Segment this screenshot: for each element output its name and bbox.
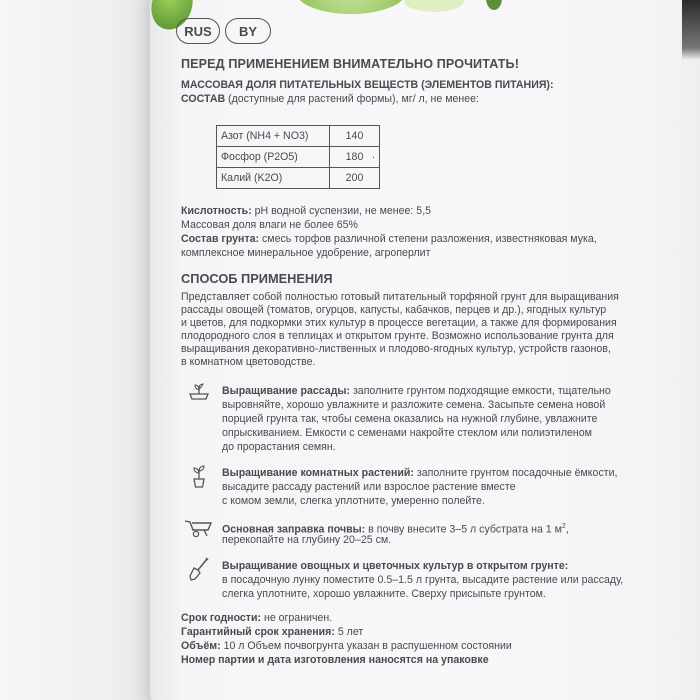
instruction-line: выровняйте, хорошо увлажните и разложите семена. Засыпьте семена новой [222,399,606,411]
instruction-label: Основная заправка почвы: [222,523,366,536]
composition-label: СОСТАВ [181,93,226,105]
nutrient-value: 140 [330,126,380,147]
method-title: СПОСОБ ПРИМЕНЕНИЯ [181,271,333,286]
description-line: Представляет собой полностью готовый питательный торфяной грунт для выращивания [181,291,619,303]
storage-text: 5 лет [334,626,364,638]
shovel-icon [188,556,210,582]
batch-line: Номер партии и дата изготовления наносятся на упаковке [181,654,489,666]
volume-line [181,640,512,653]
instruction-label: Выращивание рассады: [222,385,350,397]
instruction-line: высадите рассаду растений или взрослое растение вместе [222,481,516,493]
shelf-life-line [181,612,332,625]
instruction-line: в посадочную лунку поместите 0.5–1.5 л грунта, высадите растение или рассаду, [222,574,624,586]
instruction-label: Выращивание овощных и цветочных культур в открытом грунте: [222,560,569,572]
instruction-line [222,467,617,480]
storage-line [181,626,363,639]
nutrient-value: 180 [330,147,380,168]
moisture-line: Массовая доля влаги не более 65% [181,219,358,231]
description-line: выращивания декоративно-лиственных и плодово-ягодных культур, устройств газонов, [181,343,611,355]
potted-plant-icon [190,464,208,488]
instruction-label: Выращивание комнатных растений: [222,467,414,479]
instruction-line: порцией грунта так, чтобы семена оказались на нужной глубине, увлажните [222,413,598,425]
instruction-text: заполните грунтом посадочные ёмкости, [413,467,618,479]
table-mark: . [372,149,375,161]
composition-text: (доступные для растений формы), мг/ л, не менее: [225,93,479,105]
description-line: плодородного слоя в теплицах и открытом грунте. Возможно использование грунта для [181,330,614,342]
mass-share-title: МАССОВАЯ ДОЛЯ ПИТАТЕЛЬНЫХ ВЕЩЕСТВ (ЭЛЕМЕНТОВ ПИТАНИЯ): [181,79,554,91]
composition-line [181,93,479,106]
table-row [217,147,380,168]
shelf-life-text: не ограничен. [261,612,333,624]
instruction-line [222,560,568,573]
description-line: в комнатном цветоводстве. [181,356,316,368]
soil-line-2: комплексное минеральное удобрение, агроперлит [181,247,431,259]
volume-text: 10 л Объем почвогрунта указан в распушенном состоянии [220,640,512,652]
nutrient-name: Фосфор (P2O5) [217,147,330,168]
description-line: рассады овощей (томатов, огурцов, капусты, кабачков, перцев и др.), ягодных культур [181,304,607,316]
background-left [0,0,160,700]
instruction-line: до прорастания семян. [222,441,336,453]
badge-by: BY [225,18,271,44]
soil-line [181,233,597,246]
soil-text: смесь торфов различной степени разложения, известняковая мука, [259,233,597,245]
wheelbarrow-icon [184,518,214,538]
volume-label: Объём: [181,640,221,652]
instruction-line: слегка уплотните, хорошо увлажните. Сверху присыпьте грунтом. [222,588,546,600]
warning-title: ПЕРЕД ПРИМЕНЕНИЕМ ВНИМАТЕЛЬНО ПРОЧИТАТЬ! [181,57,520,71]
nutrient-name: Калий (K2O) [217,168,330,189]
acidity-line [181,205,431,218]
instruction-line: опрыскиванием. Емкости с семенами накройте стеклом или полиэтиленом [222,427,592,439]
badge-rus: RUS [176,18,220,44]
table-row [217,126,380,147]
instruction-line: перекопайте на глубину 20–25 см. [222,534,392,546]
description-line: и цветов, для подкормки этих культур в процессе вегетации, а также для формирования [181,317,617,329]
nutrient-name: Азот (NH4 + NO3) [217,126,330,147]
soil-label: Состав грунта: [181,233,260,245]
instruction-line [222,385,611,398]
corner-shadow [682,0,700,60]
instruction-line: с комом земли, слегка уплотните, умеренно полейте. [222,495,485,507]
acidity-label: Кислотность: [181,205,252,217]
storage-label: Гарантийный срок хранения: [181,626,335,638]
instruction-text: в почву внесите 3–5 л субстрата на 1 м [365,523,562,536]
shelf-life-label: Срок годности: [181,612,262,624]
superscript: 2 [561,523,566,530]
nutrient-table [216,125,380,189]
acidity-text: pH водной суспензии, не менее: 5,5 [251,205,432,217]
instruction-text: заполните грунтом подходящие емкости, тщательно [350,385,611,397]
table-row [217,168,380,189]
instruction-text-end: , [565,523,569,536]
nutrient-value: 200 [330,168,380,189]
seedling-tray-icon [188,382,210,400]
